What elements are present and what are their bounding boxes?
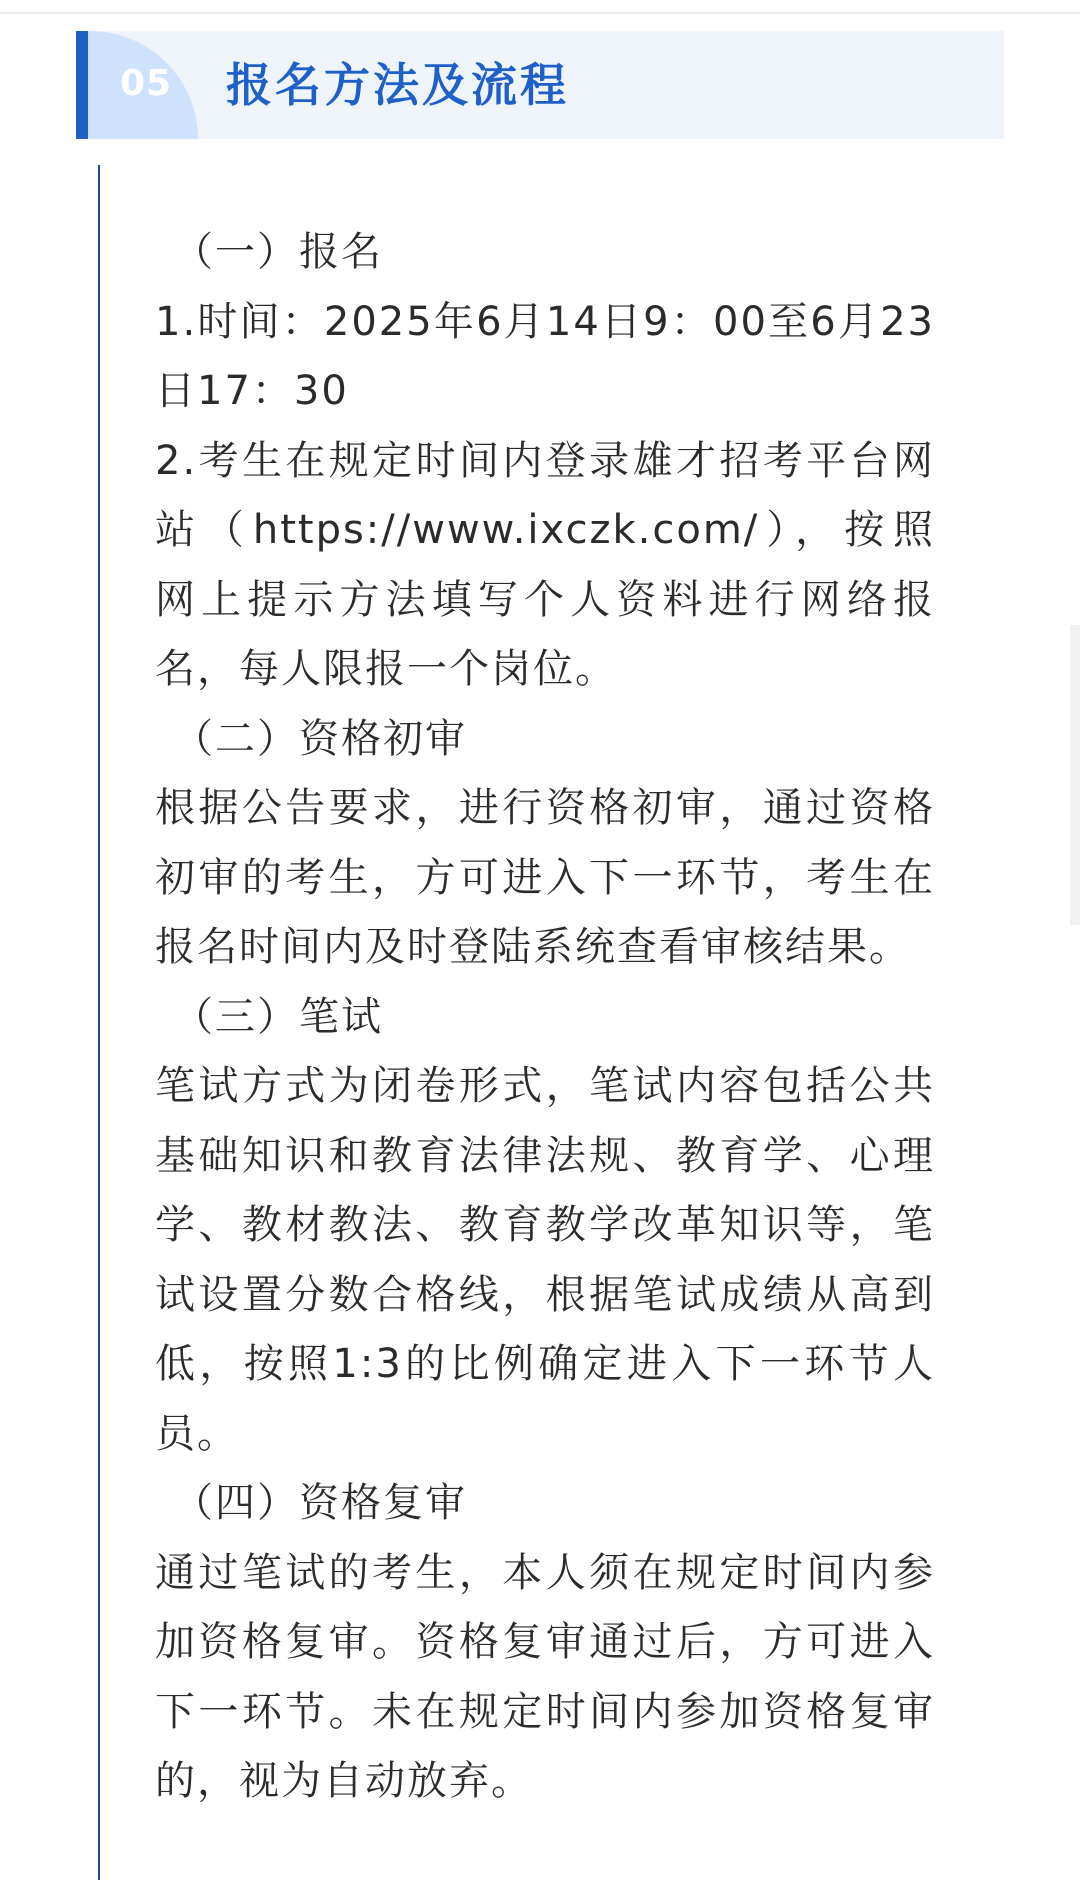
paragraph-registration-time: 1.时间：2025年6月14日9：00至6月23日17：30 — [155, 298, 935, 414]
subheading-registration: （一）报名 — [173, 229, 383, 275]
paragraph-initial-review: 根据公告要求，进行资格初审，通过资格初审的考生，方可进入下一环节，考生在报名时间内及时登陆系统查看审核结果。 — [155, 785, 935, 970]
section-title: 报名方法及流程 — [226, 58, 569, 112]
scroll-indicator — [1070, 625, 1080, 925]
content-left-rule — [98, 165, 100, 1880]
top-divider — [0, 12, 1080, 14]
paragraph-written-exam: 笔试方式为闭卷形式，笔试内容包括公共基础知识和教育法律法规、教育学、心理学、教材教法、教育教学改革知识等，笔试设置分数合格线，根据笔试成绩从高到低，按照1:3的比例确定进入下一环节人员。 — [155, 1063, 935, 1457]
article-body — [155, 218, 935, 1817]
paragraph-re-review: 通过笔试的考生，本人须在规定时间内参加资格复审。资格复审通过后，方可进入下一环节。未在规定时间内参加资格复审的，视为自动放弃。 — [155, 1549, 935, 1804]
section-number: 05 — [120, 63, 173, 104]
section-header — [76, 31, 1004, 139]
subheading-initial-review: （二）资格初审 — [173, 715, 467, 762]
paragraph-registration-method: 2.考生在规定时间内登录雄才招考平台网站（https://www.ixczk.com/），按照网上提示方法填写个人资料进行网络报名，每人限报一个岗位。 — [155, 437, 935, 692]
subheading-written-exam: （三）笔试 — [173, 993, 383, 1040]
subheading-re-review: （四）资格复审 — [173, 1480, 467, 1526]
header-accent-bar — [76, 31, 88, 139]
section-number-badge — [88, 31, 198, 139]
